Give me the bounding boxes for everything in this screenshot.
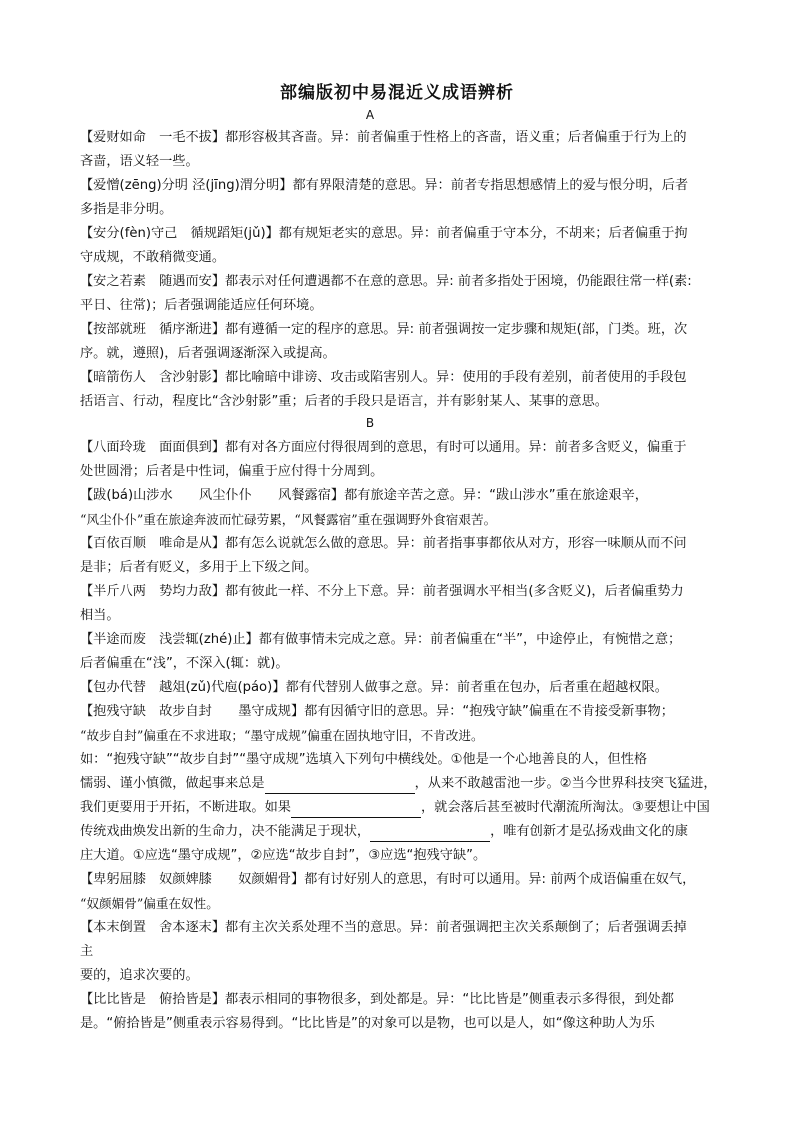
- fill-in-blank-3[interactable]: [370, 827, 490, 842]
- text-line: “风尘仆仆”重在旅途奔波而忙碌劳累，“风餐露宿”重在强调野外食宿艰苦。: [80, 512, 497, 527]
- text-line: 序。就，遵照)，后者强调逐渐深入或提高。: [80, 346, 336, 361]
- text-line: 【比比皆是 俯拾皆是】都表示相同的事物很多，到处都是。异：“比比皆是”侧重表示多得很，到处都: [80, 992, 674, 1007]
- text-line: 如：“抱残守缺”“故步自封”“墨守成规”选填入下列句中横线处。①他是一个心地善良的人，但性格: [80, 752, 648, 767]
- text-line: 【安分(fèn)守己 循规蹈矩(jǔ)】都有规矩老实的意思。异：前者偏重于守本分，不胡来；后者偏重于拘: [80, 226, 688, 241]
- text-line: 平日、往常)；后者强调能适应任何环境。: [80, 298, 323, 313]
- text-line: 【按部就班 循序渐进】都有遵循一定的程序的意思。异: 前者强调按一定步骤和规矩(部，门类。班，次: [80, 322, 688, 337]
- text-segment: ，从来不敢越雷池一步。②当今世界科技突飞猛进，: [414, 776, 717, 791]
- text-line: 【爱财如命 一毛不拔】都形容极其吝啬。异：前者偏重于性格上的吝啬，语义重；后者偏重于行为上的: [80, 130, 687, 145]
- text-line: 守成规，不敢稍微变通。: [80, 250, 226, 265]
- exercise-line-3: [80, 822, 720, 842]
- text-line: 是。“俯拾皆是”侧重表示容易得到。“比比皆是”的对象可以是物，也可以是人，如“像这种助人为乐: [80, 1016, 655, 1031]
- text-line: 主: [80, 944, 94, 959]
- text-line: 多指是非分明。: [80, 202, 173, 217]
- text-line: 括语言、行动，程度比“含沙射影”重；后者的手段只是语言，并有影射某人、某事的意思。: [80, 394, 608, 409]
- text-line: 是非；后者有贬义，多用于上下级之间。: [80, 560, 318, 575]
- text-line: 后者偏重在“浅”，不深入(辄：就)。: [80, 656, 289, 671]
- text-line: 要的，追求次要的。: [80, 968, 199, 983]
- text-segment: ，就会落后甚至被时代潮流所淘汰。③要想让中国: [421, 800, 710, 815]
- text-line: 庄大道。①应选“墨守成规”，②应选“故步自封”，③应选“抱残守缺”。: [80, 848, 487, 863]
- fill-in-blank-1[interactable]: [265, 779, 415, 794]
- page-title: 部编版初中易混近义成语辨析: [280, 83, 514, 103]
- text-line: 【暗箭伤人 含沙射影】都比喻暗中诽谤、攻击或陷害别人。异：使用的手段有差别，前者使用的手段包: [80, 370, 687, 385]
- exercise-line-2: [80, 798, 720, 818]
- text-segment: 传统戏曲焕发出新的生命力，决不能满足于现状，: [80, 824, 371, 839]
- text-line: “奴颜媚骨”偏重在奴性。: [80, 896, 219, 911]
- text-line: 【卑躬屈膝 奴颜婢膝 奴颜媚骨】都有讨好别人的意思，有时可以通用。异: 前两个成语偏重在奴气，: [80, 872, 696, 887]
- text-line: 【爱憎(zēng)分明 泾(jīng)渭分明】都有界限清楚的意思。异：前者专指思想感情上的爱与恨分明，后者: [80, 178, 689, 193]
- text-segment: ，唯有创新才是弘扬戏曲文化的康: [490, 824, 688, 839]
- text-line: 【包办代替 越俎(zǔ)代庖(páo)】都有代替别人做事之意。异：前者重在包办，后者重在超越权限。: [80, 680, 668, 695]
- text-line: 【半途而废 浅尝辄(zhé)止】都有做事情未完成之意。异：前者偏重在“半”，中途停止，有惋惜之意；: [80, 632, 682, 647]
- text-line: 处世圆滑；后者是中性词，偏重于应付得十分周到。: [80, 464, 384, 479]
- text-segment: 我们更要用于开拓，不断进取。如果: [80, 800, 291, 815]
- text-line: 【八面玲珑 面面俱到】都有对各方面应付得很周到的意思，有时可以通用。异：前者多含贬义，偏重于: [80, 440, 687, 455]
- text-segment: 懦弱、谨小慎微，做起事来总是: [80, 776, 265, 791]
- exercise-line-1: [80, 774, 720, 794]
- text-line: 【抱残守缺 故步自封 墨守成规】都有因循守旧的意思。异：“抱残守缺”偏重在不肯接受新事物；: [80, 704, 674, 719]
- text-line: 相当。: [80, 608, 120, 623]
- text-line: “故步自封”偏重在不求进取；“墨守成规”偏重在固执地守旧，不肯改进。: [80, 728, 484, 743]
- section-heading-b: B: [365, 416, 375, 430]
- text-line: 【跋(bá)山涉水 风尘仆仆 风餐露宿】都有旅途辛苦之意。异：“跋山涉水”重在旅途艰辛，: [80, 488, 648, 503]
- section-heading-a: A: [365, 108, 375, 122]
- text-line: 【本末倒置 舍本逐末】都有主次关系处理不当的意思。异：前者强调把主次关系颠倒了；后者强调丢掉: [80, 920, 687, 935]
- fill-in-blank-2[interactable]: [291, 803, 421, 818]
- text-line: 吝啬，语义轻一些。: [80, 154, 199, 169]
- text-line: 【安之若素 随遇而安】都表示对任何遭遇都不在意的意思。异: 前者多指处于困境，仍能跟往常一样(素:: [80, 274, 692, 289]
- text-line: 【半斤八两 势均力敌】都有彼此一样、不分上下意。异：前者强调水平相当(多含贬义)，后者偏重势力: [80, 584, 684, 599]
- text-line: 【百依百顺 唯命是从】都有怎么说就怎么做的意思。异：前者指事事都依从对方，形容一味顺从而不问: [80, 536, 687, 551]
